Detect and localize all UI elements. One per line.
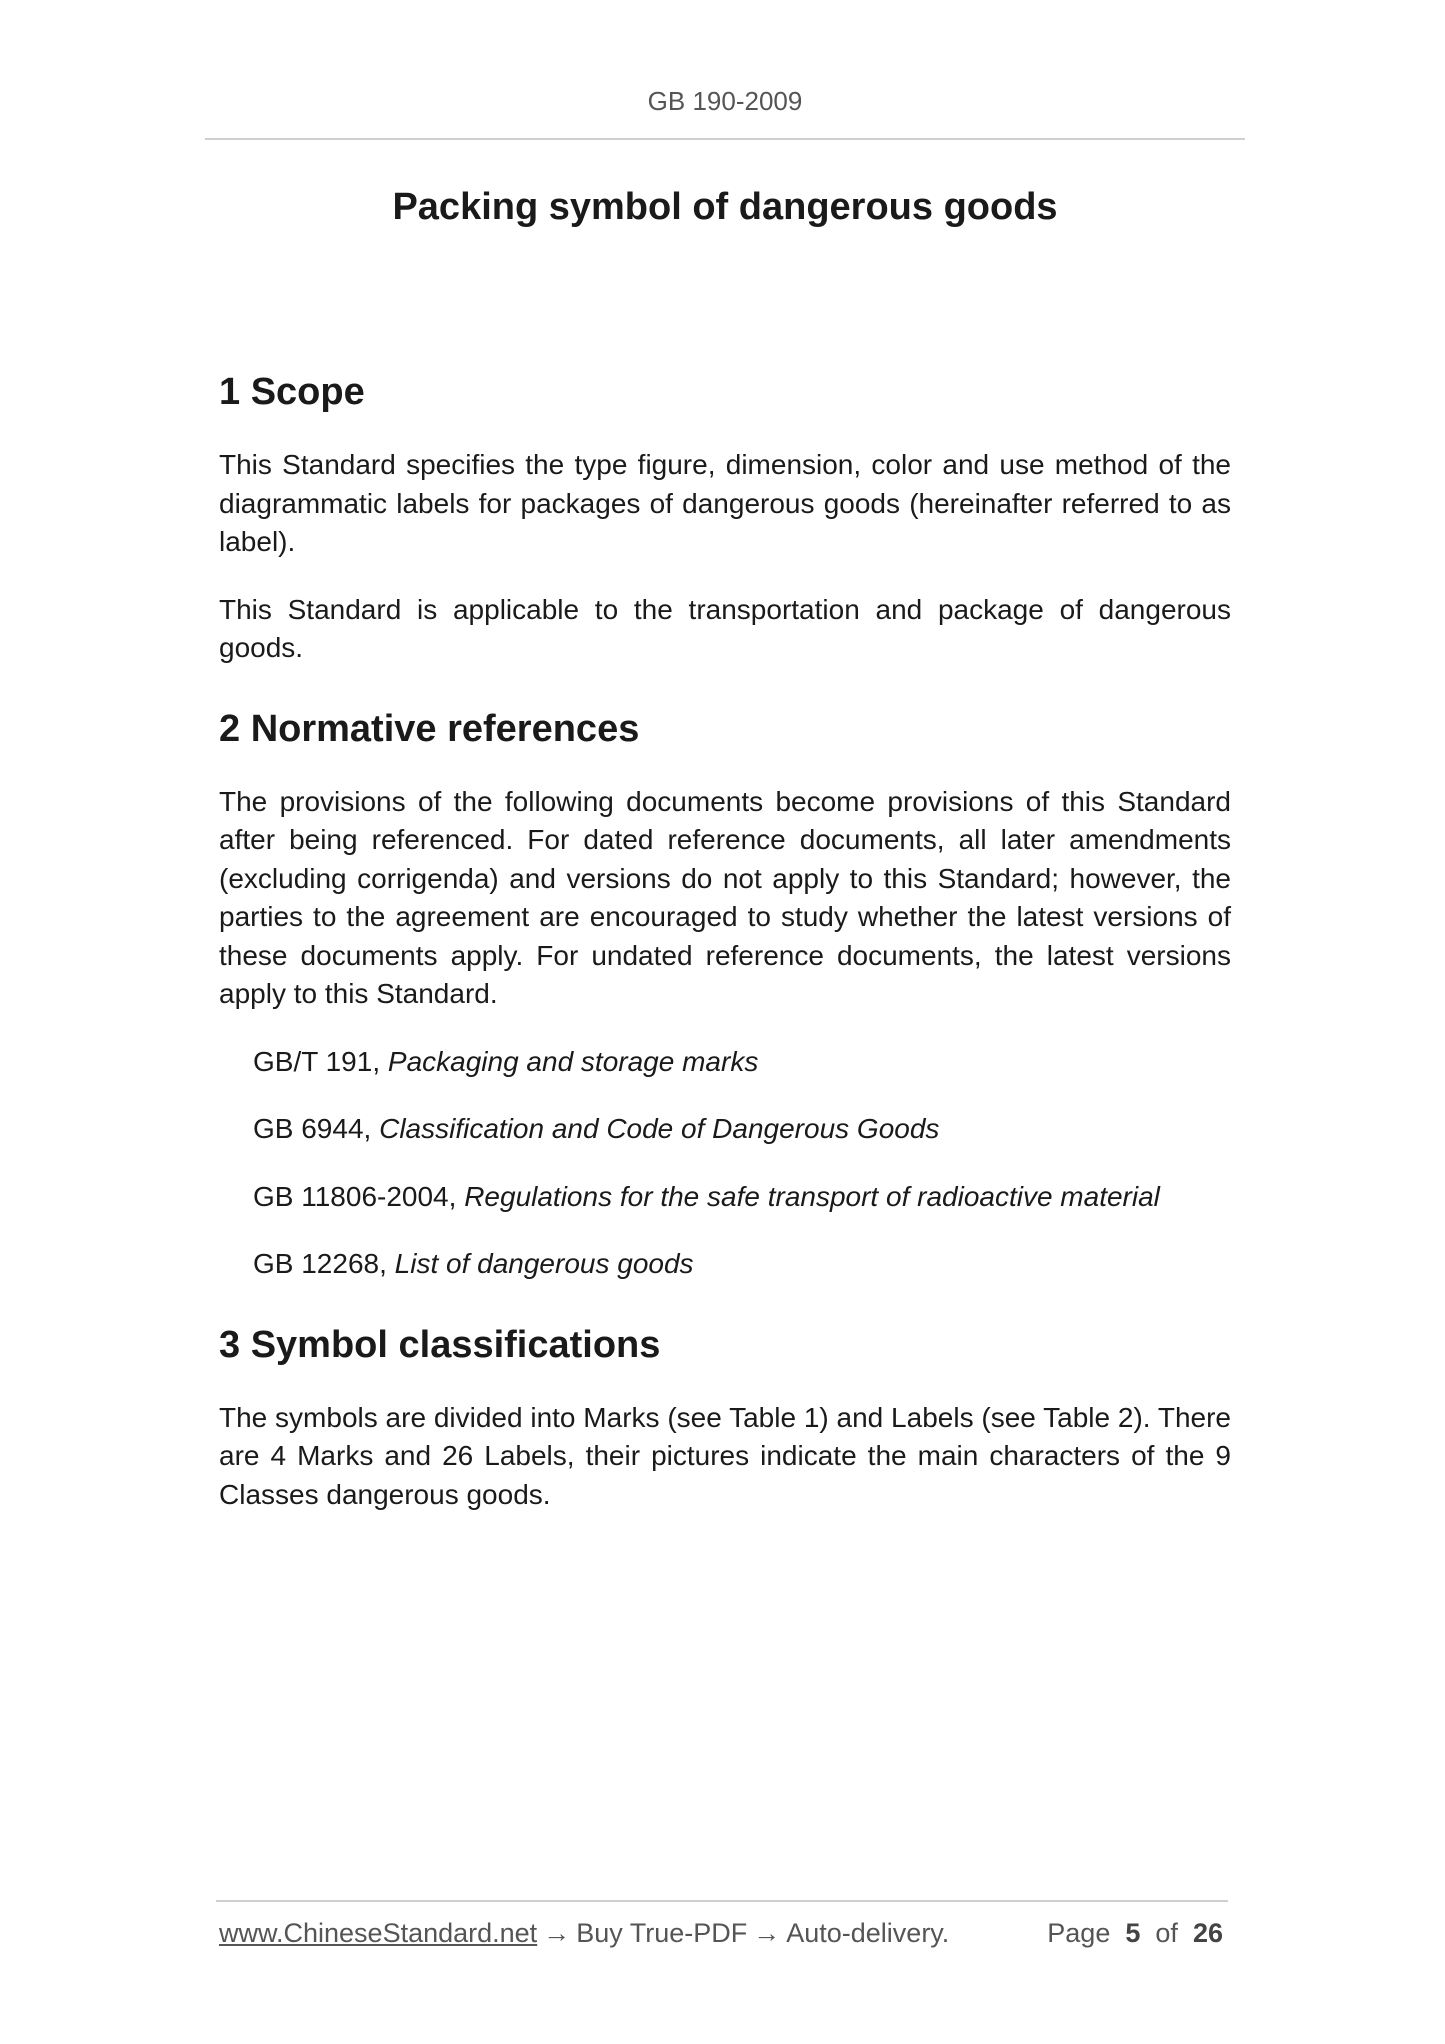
footer-promo <box>219 1918 949 1949</box>
paragraph: This Standard specifies the type figure, dimension, color and use method of the diagrammatic labels for packages of dangerous goods (hereinafter referred to as label). <box>219 449 1231 557</box>
page-footer <box>219 1918 1223 1949</box>
section-scope <box>219 362 1231 668</box>
section-heading: 3 Symbol classifications <box>219 1323 661 1366</box>
paragraph: This Standard is applicable to the transportation and package of dangerous goods. <box>219 593 1231 663</box>
footer-divider <box>216 1900 1228 1902</box>
page-indicator: Page 5 of 26 <box>1047 1918 1223 1948</box>
section-heading: 1 Scope <box>219 371 365 413</box>
paragraph: The symbols are divided into Marks (see Table 1) and Labels (see Table 2). There are 4 Marks and 26 Labels, their pictures indicate the main characters of the 9 Classes dangerous goods. <box>219 1401 1231 1510</box>
buy-text: Buy True-PDF <box>576 1918 748 1948</box>
total-pages-number: 26 <box>1192 1918 1223 1948</box>
reference-item: GB 12268, List of dangerous goods <box>253 1248 694 1279</box>
section-normative-references <box>219 699 1231 1284</box>
arrow-right-icon: → <box>543 1918 571 1948</box>
section-heading: 2 Normative references <box>219 707 640 750</box>
header-divider <box>205 138 1245 140</box>
website-link[interactable]: www.ChineseStandard.net <box>219 1918 538 1948</box>
document-title: Packing symbol of dangerous goods <box>392 186 1058 228</box>
paragraph: The provisions of the following documents become provisions of this Standard after being referenced. For dated reference documents, all later amendments (excluding corrigenda) and versions do not apply to this Standard; however, the parties to the agreement are encouraged to study whether the latest versions of these documents apply. For undated reference documents, the latest versions apply to this Standard. <box>219 785 1231 1009</box>
reference-item: GB/T 191, Packaging and storage marks <box>253 1045 759 1077</box>
arrow-right-icon: → <box>753 1918 781 1948</box>
reference-item: GB 11806-2004, Regulations for the safe transport of radioactive material <box>253 1180 1160 1212</box>
running-header: GB 190-2009 <box>647 86 803 116</box>
delivery-text: Auto-delivery. <box>786 1918 950 1948</box>
current-page-number: 5 <box>1125 1918 1141 1948</box>
document-body <box>219 362 1231 1514</box>
reference-item: GB 6944, Classification and Code of Dangerous Goods <box>253 1113 940 1144</box>
section-symbol-classifications <box>219 1315 1231 1515</box>
